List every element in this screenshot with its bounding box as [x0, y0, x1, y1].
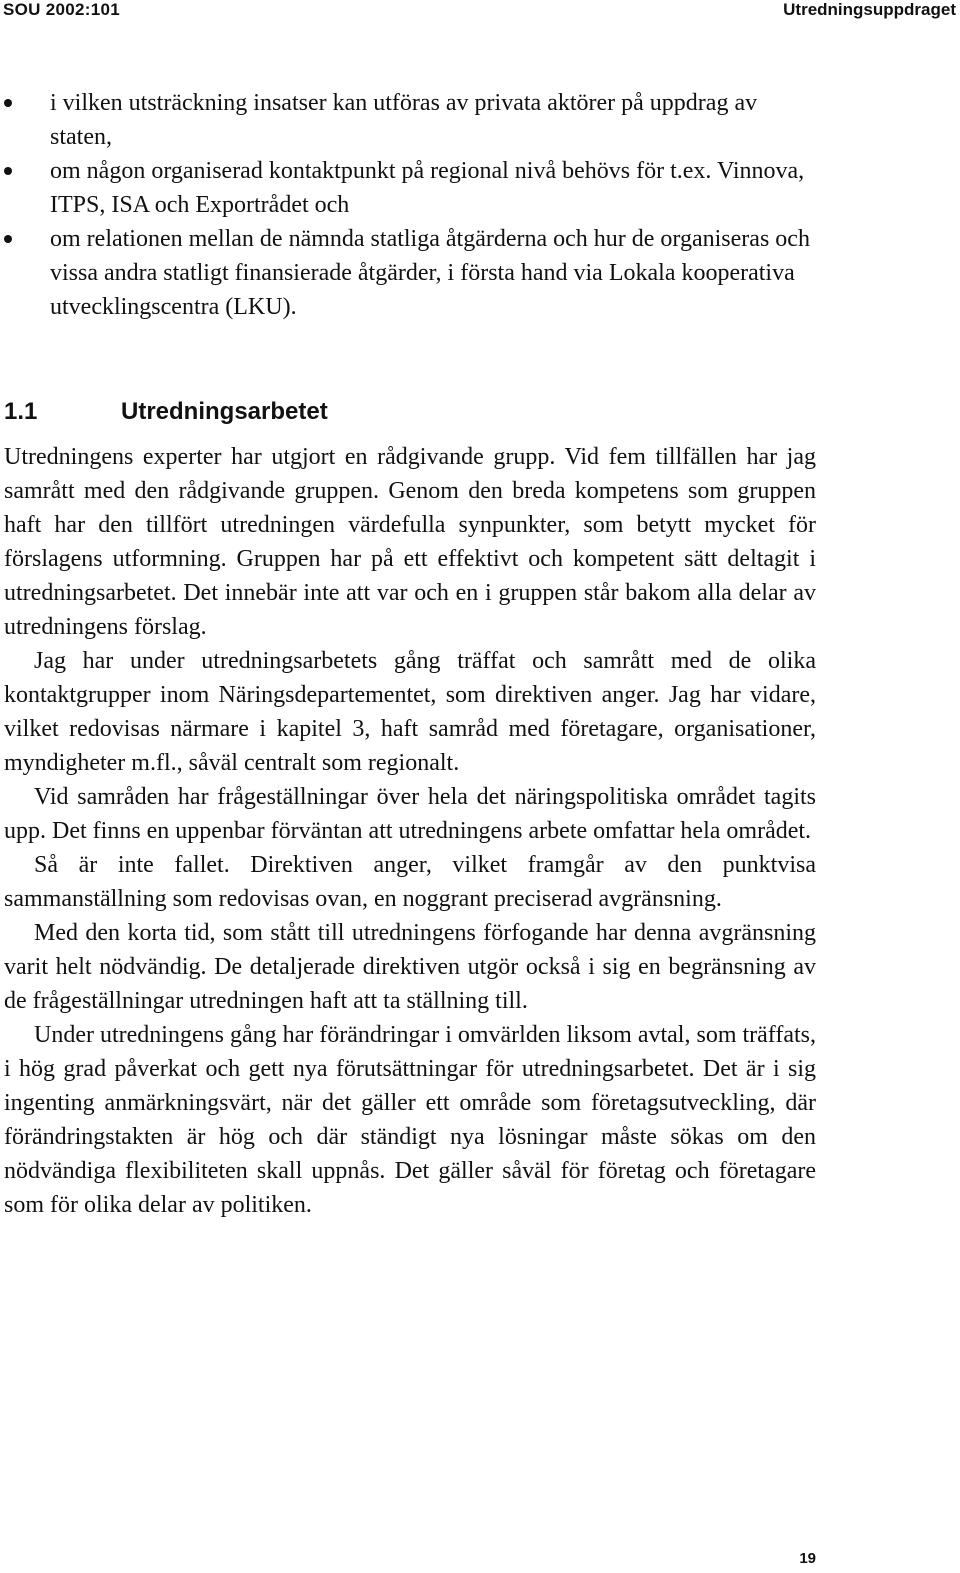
section-number: 1.1 — [4, 398, 38, 425]
paragraph: Under utredningens gång har förändringar i omvärlden liksom avtal, som träffats, i hög grad påverkat och gett nya förutsättningar för utredningsarbetet. Det är i sig ingenting anmärkningsvärt, när det gäller ett område som företagsutveckling, där förändringstakten är hög och där ständigt nya lösningar måste sökas om den nödvändiga flexibiliteten skall uppnås. Det gäller såväl för företag och företagare som för olika delar av politiken. — [4, 1022, 817, 1218]
list-item-text: om relationen mellan de nämnda statliga åtgärderna och hur de organiseras och vissa andra statligt finansierade åtgärder, i första hand via Lokala kooperativa utvecklingscentra (LKU). — [50, 226, 810, 320]
list-item-text: i vilken utsträckning insatser kan utföras av privata aktörer på uppdrag av staten, — [50, 90, 758, 150]
list-item-text: om någon organiserad kontaktpunkt på regional nivå behövs för t.ex. Vinnova, ITPS, ISA och Exportrådet och — [50, 158, 805, 218]
paragraph: Utredningens experter har utgjort en rådgivande grupp. Vid fem tillfällen har jag samrått med den rådgivande gruppen. Genom den breda kompetens som gruppen haft har den tillfört utredningen värdefulla synpunkter, som betytt mycket för förslagens utformning. Gruppen har på ett effektivt och kompetent sätt deltagit i utredningsarbetet. Det innebär inte att var och en i gruppen står bakom alla delar av utredningens förslag. — [4, 444, 816, 640]
list-item — [4, 154, 816, 222]
chapter-title: Utredningsuppdraget — [783, 0, 956, 19]
paragraph: Vid samråden har frågeställningar över hela det näringspolitiska området tagits upp. Det finns en uppenbar förväntan att utredningens arbete omfattar hela området. — [4, 784, 816, 844]
bullet-icon — [4, 99, 12, 107]
list-item — [4, 86, 816, 154]
paragraph: Med den korta tid, som stått till utredningens förfogande har denna avgränsning varit helt nödvändig. De detaljerade direktiven utgör också i sig en begränsning av de frågeställningar utredningen haft att ta ställning till. — [4, 920, 816, 1014]
bullet-icon — [4, 167, 12, 175]
bullet-icon — [4, 235, 12, 243]
list-item — [4, 222, 816, 324]
paragraph: Jag har under utredningsarbetets gång träffat och samrått med de olika kontaktgrupper inom Näringsdepartementet, som direktiven anger. Jag har vidare, vilket redovisas närmare i kapitel 3, haft samråd med företagare, organisationer, myndigheter m.fl., såväl centralt som regionalt. — [4, 648, 816, 776]
section-title: Utredningsarbetet — [121, 398, 328, 425]
page-number: 19 — [799, 1550, 816, 1567]
running-header — [0, 0, 960, 24]
paragraph: Så är inte fallet. Direktiven anger, vilket framgår av den punktvisa sammanställning som redovisas ovan, en noggrant preciserad avgränsning. — [4, 852, 816, 912]
bullet-list — [4, 86, 816, 324]
report-number: SOU 2002:101 — [3, 0, 121, 19]
section-heading — [4, 395, 816, 429]
page-body — [4, 86, 816, 1222]
